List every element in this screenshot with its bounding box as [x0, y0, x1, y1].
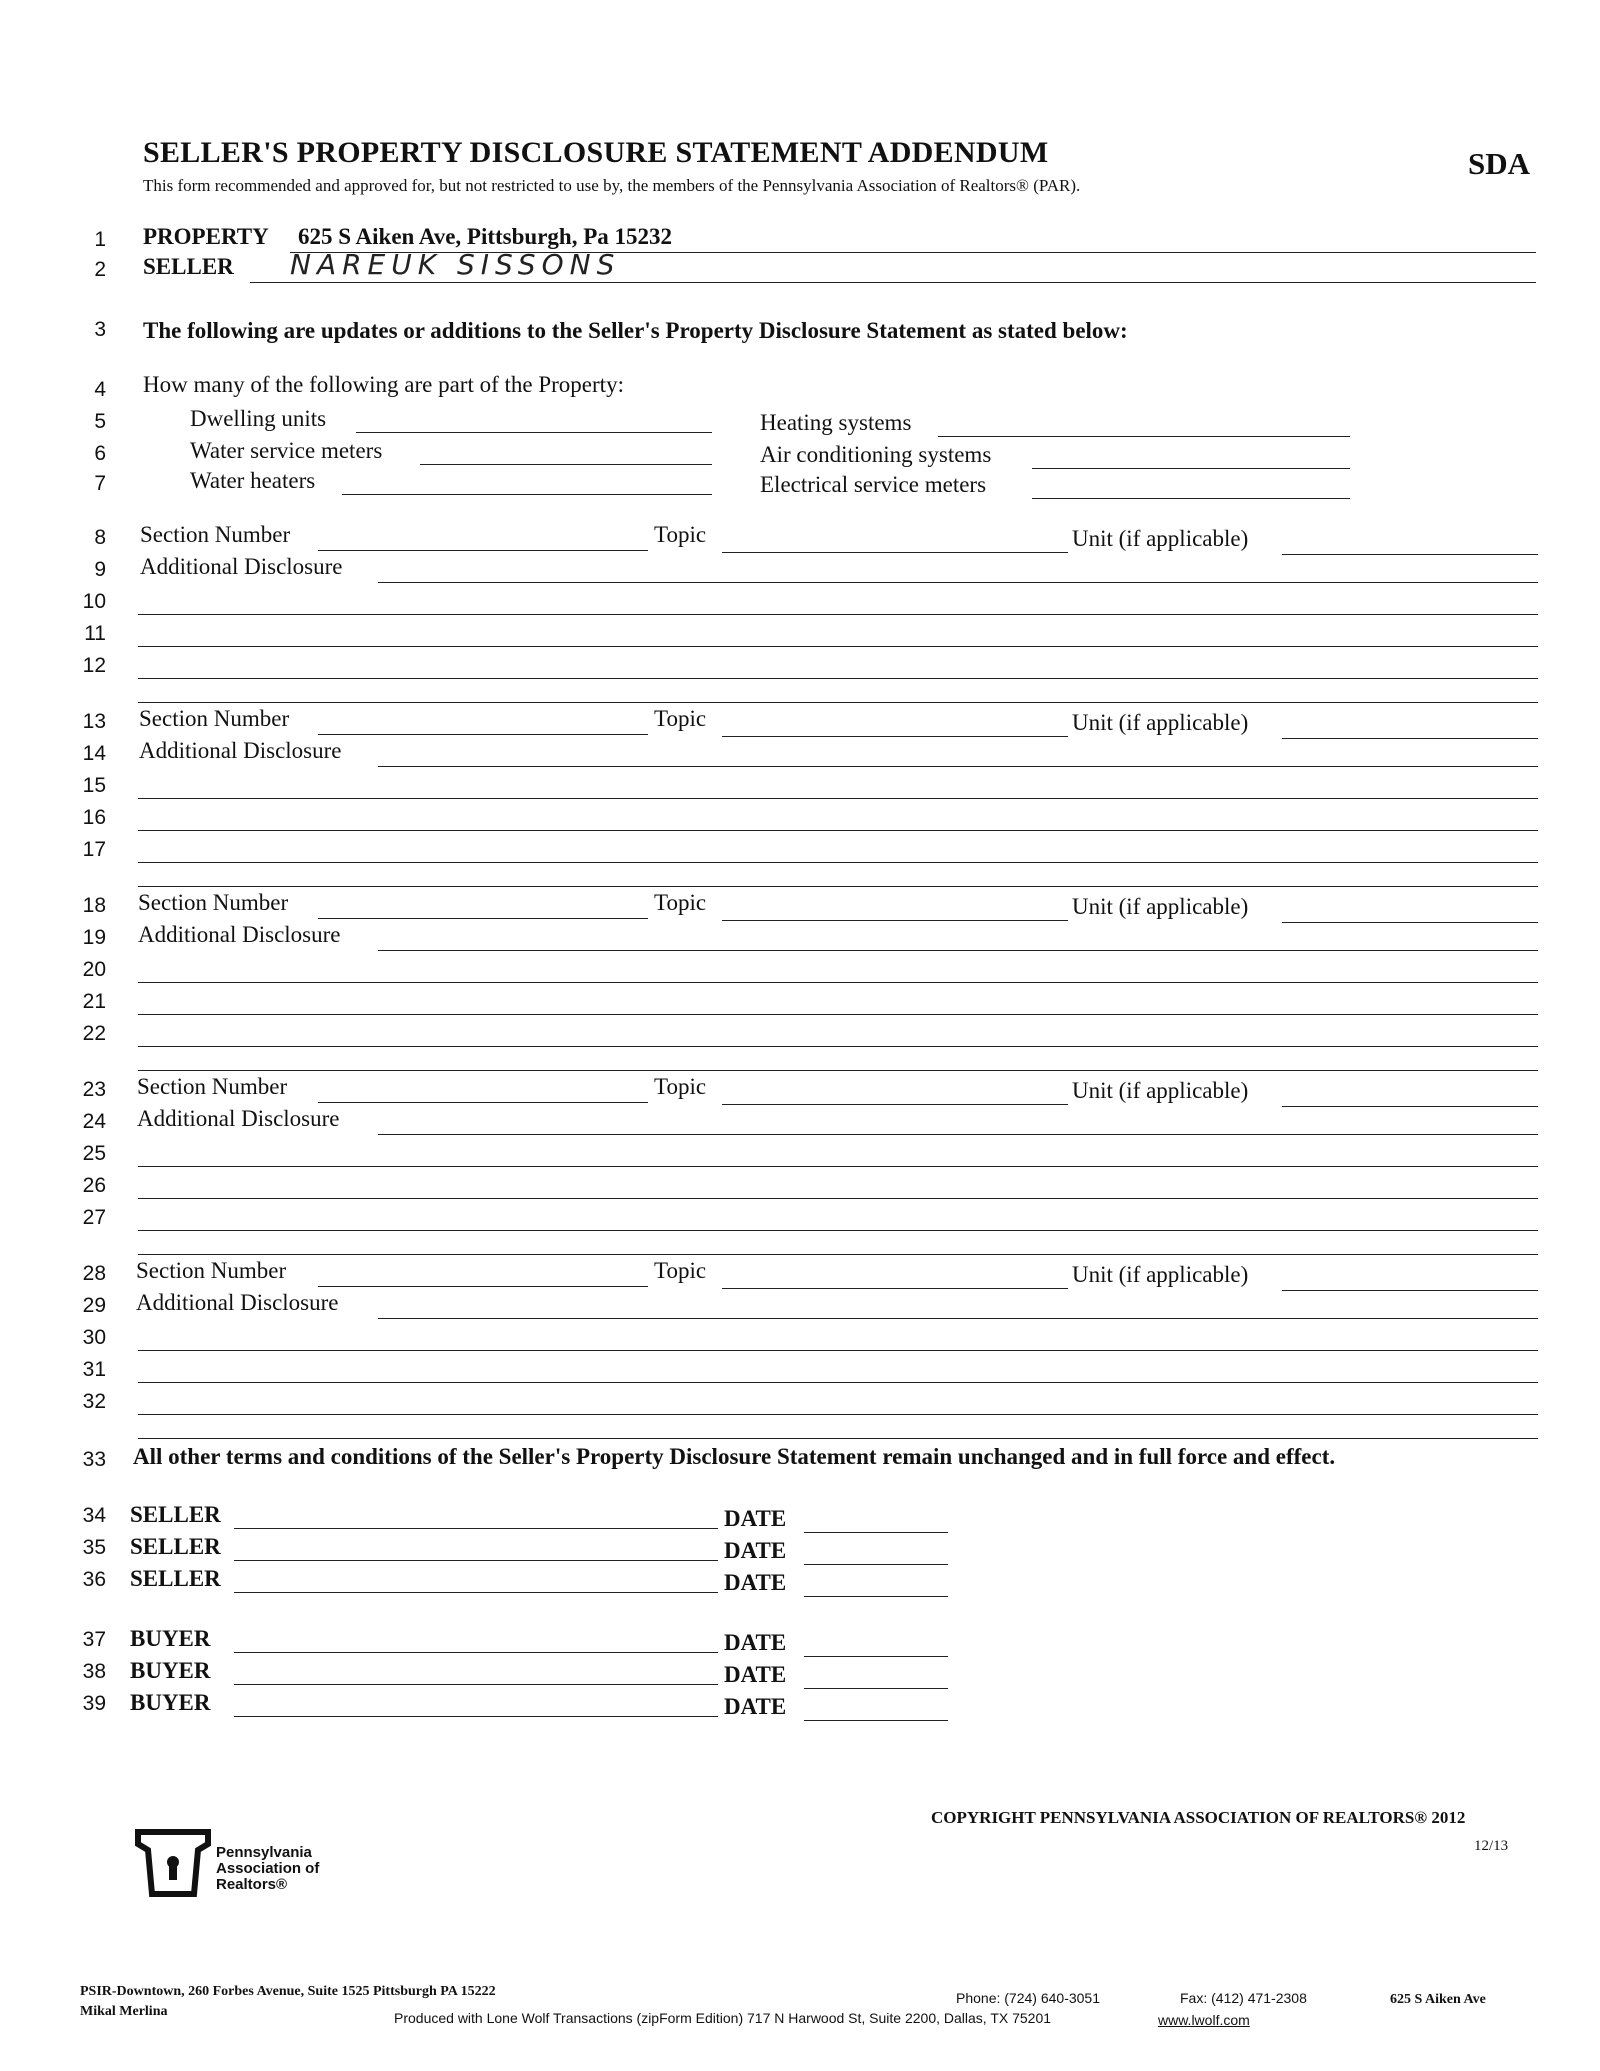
date-input[interactable]: [804, 1596, 948, 1597]
seller-line[interactable]: [250, 282, 1536, 283]
line-number: 35: [82, 1536, 106, 1559]
topic-input[interactable]: [722, 1104, 1068, 1105]
unit-input[interactable]: [1282, 1290, 1538, 1291]
unit-label: Unit (if applicable): [1072, 1078, 1249, 1103]
disclosure-line[interactable]: [138, 886, 1538, 887]
disclosure-line[interactable]: [138, 798, 1538, 799]
count-input-right[interactable]: [1032, 468, 1350, 469]
additional-disclosure-input[interactable]: [378, 1318, 1538, 1319]
count-input-left[interactable]: [420, 464, 712, 465]
line-number: 34: [82, 1504, 106, 1527]
additional-disclosure-label: Additional Disclosure: [140, 554, 343, 579]
additional-disclosure-label: Additional Disclosure: [137, 1106, 340, 1131]
line-number: 4: [94, 378, 106, 401]
disclosure-line[interactable]: [138, 702, 1538, 703]
line-number: 22: [82, 1022, 106, 1045]
disclosure-line[interactable]: [138, 982, 1538, 983]
form-title: SELLER'S PROPERTY DISCLOSURE STATEMENT ADDENDUM: [143, 136, 1049, 169]
date-label: DATE: [724, 1506, 787, 1531]
line-number: 26: [82, 1174, 106, 1197]
topic-label: Topic: [654, 890, 707, 915]
line-number: 16: [82, 806, 106, 829]
line-number: 31: [82, 1358, 106, 1381]
topic-label: Topic: [654, 1074, 707, 1099]
section-number-input[interactable]: [318, 1102, 648, 1103]
footer-produced: Produced with Lone Wolf Transactions (zipForm Edition) 717 N Harwood St, Suite 2200, Dallas, TX 75201: [394, 2010, 1052, 2026]
footer-fax: Fax: (412) 471-2308: [1180, 1990, 1307, 2006]
line-number: 3: [94, 318, 106, 341]
disclosure-line[interactable]: [138, 1414, 1538, 1415]
line-number: 32: [82, 1390, 106, 1413]
line-number: 17: [82, 838, 106, 861]
disclosure-line[interactable]: [138, 1382, 1538, 1383]
unit-input[interactable]: [1282, 922, 1538, 923]
footer-phone: Phone: (724) 640-3051: [956, 1990, 1100, 2006]
count-label-right: Electrical service meters: [760, 472, 987, 497]
line-number: 18: [82, 894, 106, 917]
count-input-left[interactable]: [342, 494, 712, 495]
line-number: 28: [82, 1262, 106, 1285]
footer-office: PSIR-Downtown, 260 Forbes Avenue, Suite 1525 Pittsburgh PA 15222: [80, 1984, 496, 1999]
section-number-label: Section Number: [138, 890, 289, 915]
count-input-right[interactable]: [938, 436, 1350, 437]
section-number-input[interactable]: [318, 550, 648, 551]
line-number: 13: [82, 710, 106, 733]
form-subtitle: This form recommended and approved for, but not restricted to use by, the members of the Pennsylvania Association of Realtors® (PAR).: [143, 176, 1081, 195]
unit-input[interactable]: [1282, 738, 1538, 739]
date-label: DATE: [724, 1630, 787, 1655]
section-number-label: Section Number: [136, 1258, 287, 1283]
line-number: 15: [82, 774, 106, 797]
disclosure-line[interactable]: [138, 1070, 1538, 1071]
seller-signature-line[interactable]: [234, 1560, 718, 1561]
footer-address: 625 S Aiken Ave: [1390, 1992, 1486, 2007]
buyer-signature-label: BUYER: [130, 1658, 211, 1683]
line-number: 5: [94, 410, 106, 433]
date-input[interactable]: [804, 1688, 948, 1689]
disclosure-line[interactable]: [138, 1014, 1538, 1015]
topic-input[interactable]: [722, 1288, 1068, 1289]
closing-text: All other terms and conditions of the Seller's Property Disclosure Statement remain unchanged and in full force and effect.: [133, 1444, 1336, 1469]
logo-text: Pennsylvania Association of Realtors®: [216, 1844, 320, 1893]
unit-label: Unit (if applicable): [1072, 1262, 1249, 1287]
unit-label: Unit (if applicable): [1072, 894, 1249, 919]
date-input[interactable]: [804, 1564, 948, 1565]
additional-disclosure-label: Additional Disclosure: [139, 738, 342, 763]
line-number: 27: [82, 1206, 106, 1229]
line-number: 1: [94, 228, 106, 251]
intro-text: The following are updates or additions to the Seller's Property Disclosure Statement as stated below:: [143, 318, 1128, 343]
additional-disclosure-input[interactable]: [378, 766, 1538, 767]
disclosure-line[interactable]: [138, 678, 1538, 679]
line-number: 10: [82, 590, 106, 613]
line-number: 2: [94, 258, 106, 281]
date-label: DATE: [724, 1570, 787, 1595]
line-number: 21: [82, 990, 106, 1013]
seller-signature-label: SELLER: [130, 1566, 221, 1591]
line-number: 29: [82, 1294, 106, 1317]
date-label: DATE: [724, 1662, 787, 1687]
line-number: 38: [82, 1660, 106, 1683]
seller-signature-label: SELLER: [130, 1534, 221, 1559]
disclosure-line[interactable]: [138, 1438, 1538, 1439]
buyer-signature-line[interactable]: [234, 1652, 718, 1653]
unit-input[interactable]: [1282, 554, 1538, 555]
property-value: 625 S Aiken Ave, Pittsburgh, Pa 15232: [298, 224, 672, 249]
line-number: 19: [82, 926, 106, 949]
buyer-signature-line[interactable]: [234, 1684, 718, 1685]
disclosure-line[interactable]: [138, 1166, 1538, 1167]
footer-agent: Mikal Merlina: [80, 2004, 168, 2019]
disclosure-line[interactable]: [138, 1254, 1538, 1255]
revision-date: 12/13: [1474, 1838, 1509, 1854]
additional-disclosure-label: Additional Disclosure: [136, 1290, 339, 1315]
line-number: 7: [94, 472, 106, 495]
additional-disclosure-input[interactable]: [378, 1134, 1538, 1135]
unit-label: Unit (if applicable): [1072, 526, 1249, 551]
count-label-right: Air conditioning systems: [760, 442, 992, 467]
disclosure-line[interactable]: [138, 830, 1538, 831]
disclosure-line[interactable]: [138, 646, 1538, 647]
line-number: 6: [94, 442, 106, 465]
line-number: 30: [82, 1326, 106, 1349]
section-number-input[interactable]: [318, 734, 648, 735]
topic-label: Topic: [654, 522, 707, 547]
disclosure-line[interactable]: [138, 1046, 1538, 1047]
keystone-logo-icon: [134, 1828, 212, 1898]
count-label-left: Dwelling units: [190, 406, 327, 431]
property-label: PROPERTY: [143, 224, 269, 249]
line-number: 36: [82, 1568, 106, 1591]
buyer-signature-line[interactable]: [234, 1716, 718, 1717]
section-number-label: Section Number: [139, 706, 290, 731]
section-number-label: Section Number: [137, 1074, 288, 1099]
disclosure-line[interactable]: [138, 862, 1538, 863]
count-input-left[interactable]: [356, 432, 712, 433]
counts-question: How many of the following are part of the Property:: [143, 372, 624, 397]
disclosure-line[interactable]: [138, 614, 1538, 615]
seller-signature-line[interactable]: [234, 1528, 718, 1529]
count-input-right[interactable]: [1032, 498, 1350, 499]
line-number: 33: [82, 1448, 106, 1471]
count-label-left: Water heaters: [190, 468, 316, 493]
seller-signature: NAREUK SISSONS: [290, 248, 621, 281]
line-number: 11: [84, 622, 106, 645]
copyright-text: COPYRIGHT PENNSYLVANIA ASSOCIATION OF REALTORS® 2012: [931, 1808, 1466, 1827]
seller-signature-label: SELLER: [130, 1502, 221, 1527]
unit-label: Unit (if applicable): [1072, 710, 1249, 735]
topic-label: Topic: [654, 1258, 707, 1283]
disclosure-line[interactable]: [138, 1198, 1538, 1199]
form-code: SDA: [1468, 146, 1531, 181]
line-number: 37: [82, 1628, 106, 1651]
topic-label: Topic: [654, 706, 707, 731]
topic-input[interactable]: [722, 552, 1068, 553]
date-input[interactable]: [804, 1532, 948, 1533]
count-label-right: Heating systems: [760, 410, 912, 435]
section-number-label: Section Number: [140, 522, 291, 547]
disclosure-line[interactable]: [138, 1350, 1538, 1351]
line-number: 25: [82, 1142, 106, 1165]
date-label: DATE: [724, 1694, 787, 1719]
date-label: DATE: [724, 1538, 787, 1563]
line-number: 24: [82, 1110, 106, 1133]
seller-signature-line[interactable]: [234, 1592, 718, 1593]
count-label-left: Water service meters: [190, 438, 383, 463]
line-number: 39: [82, 1692, 106, 1715]
additional-disclosure-input[interactable]: [378, 950, 1538, 951]
topic-input[interactable]: [722, 736, 1068, 737]
line-number: 23: [82, 1078, 106, 1101]
buyer-signature-label: BUYER: [130, 1690, 211, 1715]
disclosure-line[interactable]: [138, 1230, 1538, 1231]
line-number: 20: [82, 958, 106, 981]
date-input[interactable]: [804, 1720, 948, 1721]
unit-input[interactable]: [1282, 1106, 1538, 1107]
line-number: 9: [94, 558, 106, 581]
line-number: 8: [94, 526, 106, 549]
line-number: 14: [82, 742, 106, 765]
footer-url[interactable]: www.lwolf.com: [1158, 2012, 1250, 2028]
additional-disclosure-input[interactable]: [378, 582, 1538, 583]
topic-input[interactable]: [722, 920, 1068, 921]
section-number-input[interactable]: [318, 918, 648, 919]
buyer-signature-label: BUYER: [130, 1626, 211, 1651]
section-number-input[interactable]: [318, 1286, 648, 1287]
line-number: 12: [82, 654, 106, 677]
date-input[interactable]: [804, 1656, 948, 1657]
seller-label: SELLER: [143, 254, 234, 279]
additional-disclosure-label: Additional Disclosure: [138, 922, 341, 947]
